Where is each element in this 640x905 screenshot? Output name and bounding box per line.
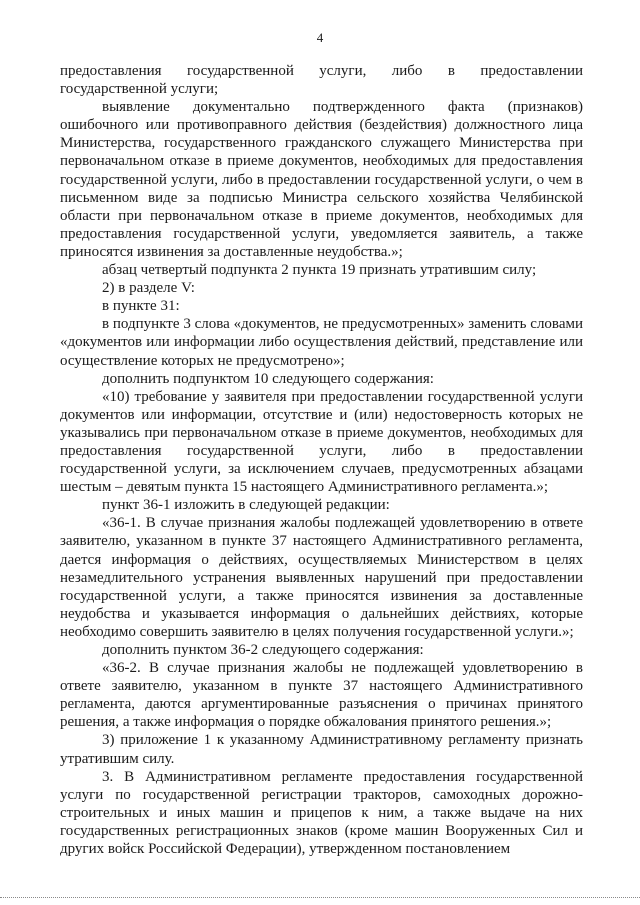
paragraph: «10) требование у заявителя при предоставлении государственной услуги документов или информации, отсутствие и (или) недостоверность которых не указывались при первоначальном отказе в приеме документов, необходимых для предоставления государственной услуги, либо в предоставлении государственной услуги, за исключением случаев, предусмотренных абзацами шестым – девятым пункта 15 настоящего Административного регламента.»; (60, 388, 583, 496)
paragraph: в пункте 31: (102, 298, 180, 315)
paragraph: «36-1. В случае признания жалобы подлежащей удовлетворению в ответе заявителю, указанном в пункте 37 настоящего Административного регламента, дается информация о действиях, осуществляемых Министерством в целях незамедлительного устранения выявленных нарушений при предоставлении государственной услуги, а также приносятся извинения за доставленные неудобства и указывается информация о дальнейших действиях, которые необходимо совершить заявителю в целях получения государственной услуги.»; (60, 515, 583, 640)
paragraph: 3. В Административном регламенте предоставления государственной услуги по государственной регистрации тракторов, самоходных дорожно-строительных и иных машин и прицепов к ним, а также выдаче на них государственных регистрационных знаков (кроме машин Вооруженных Сил и других войск Российской Федерации), утвержденном постановлением (60, 768, 583, 858)
paragraph: выявление документально подтвержденного факта (признаков) ошибочного или противоправного действия (бездействия) должностного лица Министерства, государственного гражданского служащего Министерства при первоначальном отказе в приеме документов, необходимых для предоставления государственной услуги, либо в предоставлении государственной услуги, о чем в письменном виде за подписью Министра сельского хозяйства Челябинской области при первоначальном отказе в приеме документов, необходимых для предоставления государственной услуги, уведомляется заявитель, а также приносятся извинения за доставленные неудобства.»; (60, 99, 583, 260)
paragraph: дополнить подпунктом 10 следующего содержания: (102, 370, 434, 387)
paragraph: 2) в разделе V: (102, 280, 195, 297)
paragraph: «36-2. В случае признания жалобы не подлежащей удовлетворению в ответе заявителю, указанном в пункте 37 настоящего Административного регламента, даются аргументированные разъяснения о причинах принятого решения, а также информация о порядке обжалования принятого решения.»; (60, 660, 583, 731)
page-number: 4 (316, 30, 324, 45)
paragraph: 3) приложение 1 к указанному Административному регламенту признать утратившим силу. (60, 732, 583, 767)
paragraph: абзац четвертый подпункта 2 пункта 19 признать утратившим силу; (102, 262, 537, 279)
paragraph: дополнить пунктом 36-2 следующего содержания: (102, 642, 424, 658)
paragraph: предоставления государственной услуги, либо в предоставлении государственной услуги; (60, 63, 583, 98)
document-body-text (60, 62, 583, 858)
page-bottom-edge (0, 897, 640, 898)
paragraph: пункт 36-1 изложить в следующей редакции: (102, 497, 390, 514)
paragraph: в подпункте 3 слова «документов, не предусмотренных» заменить словами «документов или информации либо осуществления действий, представление или осуществление которых не предусмотрено»; (60, 316, 583, 369)
